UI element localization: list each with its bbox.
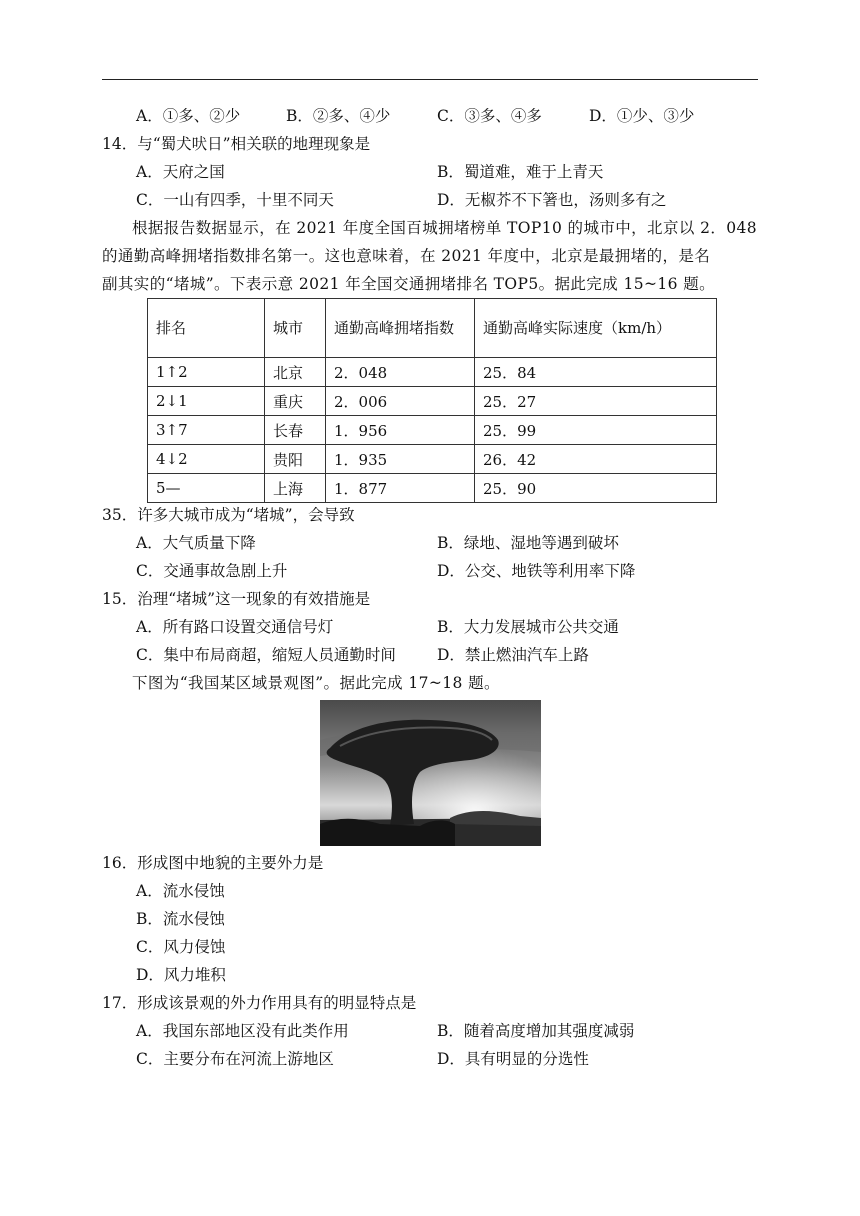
q14-option-d: D．无椒芥不下箸也，汤则多有之 (437, 191, 667, 209)
q17-stem: 17．形成该景观的外力作用具有的明显特点是 (102, 994, 417, 1012)
q15-option-c: C．集中布局商超，缩短人员通勤时间 (136, 646, 396, 664)
cell-speed: 26．42 (475, 445, 717, 474)
cell-city: 重庆 (265, 387, 326, 416)
q15-stem: 15．治理“堵城”这一现象的有效措施是 (102, 590, 371, 608)
q17-option-b: B．随着高度增加其强度减弱 (437, 1022, 635, 1040)
header-city: 城市 (265, 299, 326, 358)
table-row (148, 474, 717, 503)
q35-option-b: B．绿地、湿地等遇到破坏 (437, 534, 619, 552)
q16-option-a: A．流水侵蚀 (136, 882, 225, 900)
intro-paragraph-line-3: 副其实的“堵城”。下表示意 2021 年全国交通拥堵排名 TOP5。据此完成 15~16 题。 (102, 275, 716, 293)
q13-option-b: B．②多、④少 (286, 107, 391, 125)
table-header-row (148, 299, 717, 358)
q15-option-b: B．大力发展城市公共交通 (437, 618, 619, 636)
table-row (148, 358, 717, 387)
cell-rank: 4↓2 (148, 445, 265, 474)
cell-speed: 25．99 (475, 416, 717, 445)
q35-option-c: C．交通事故急剧上升 (136, 562, 288, 580)
cell-city: 长春 (265, 416, 326, 445)
q14-stem: 14．与“蜀犬吠日”相关联的地理现象是 (102, 135, 371, 153)
q35-stem: 35．许多大城市成为“堵城”，会导致 (102, 506, 355, 524)
q16-stem: 16．形成图中地貌的主要外力是 (102, 854, 324, 872)
q17-option-a: A．我国东部地区没有此类作用 (136, 1022, 349, 1040)
cell-speed: 25．90 (475, 474, 717, 503)
q14-option-b: B．蜀道难，难于上青天 (437, 163, 604, 181)
q13-option-c: C．③多、④多 (437, 107, 542, 125)
cell-index: 2．006 (326, 387, 475, 416)
header-rank: 排名 (148, 299, 265, 358)
cell-city: 贵阳 (265, 445, 326, 474)
cell-city: 北京 (265, 358, 326, 387)
cell-speed: 25．27 (475, 387, 717, 416)
intro-paragraph-line-2: 的通勤高峰拥堵指数排名第一。这也意味着，在 2021 年度中，北京是最拥堵的，是名 (102, 247, 711, 265)
q13-option-a: A．①多、②少 (136, 107, 241, 125)
cell-index: 2．048 (326, 358, 475, 387)
q13-option-d: D．①少、③少 (589, 107, 695, 125)
header-rule (102, 79, 758, 80)
cell-rank: 1↑2 (148, 358, 265, 387)
q16-option-d: D．风力堆积 (136, 966, 226, 984)
photo-intro: 下图为“我国某区域景观图”。据此完成 17~18 题。 (132, 674, 500, 692)
header-congestion-index: 通勤高峰拥堵指数 (326, 299, 475, 358)
q16-option-b: B．流水侵蚀 (136, 910, 225, 928)
cell-index: 1．877 (326, 474, 475, 503)
q16-option-c: C．风力侵蚀 (136, 938, 226, 956)
q35-option-a: A．大气质量下降 (136, 534, 256, 552)
q15-option-a: A．所有路口设置交通信号灯 (136, 618, 334, 636)
q14-option-a: A．天府之国 (136, 163, 225, 181)
header-actual-speed: 通勤高峰实际速度（km/h） (475, 299, 717, 358)
cell-rank: 5— (148, 474, 265, 503)
table-row (148, 416, 717, 445)
cell-index: 1．935 (326, 445, 475, 474)
cell-index: 1．956 (326, 416, 475, 445)
cell-speed: 25．84 (475, 358, 717, 387)
q17-option-d: D．具有明显的分选性 (437, 1050, 589, 1068)
cell-rank: 3↑7 (148, 416, 265, 445)
congestion-ranking-table (147, 298, 717, 503)
q35-option-d: D．公交、地铁等利用率下降 (437, 562, 636, 580)
cell-rank: 2↓1 (148, 387, 265, 416)
q17-option-c: C．主要分布在河流上游地区 (136, 1050, 334, 1068)
table-row (148, 445, 717, 474)
mushroom-rock-landscape-icon (320, 700, 541, 846)
cell-city: 上海 (265, 474, 326, 503)
mushroom-rock-photo (320, 700, 541, 846)
intro-paragraph-line-1: 根据报告数据显示，在 2021 年度全国百城拥堵榜单 TOP10 的城市中，北京以 2．048 (132, 219, 758, 237)
table-row (148, 387, 717, 416)
q14-option-c: C．一山有四季，十里不同天 (136, 191, 334, 209)
q15-option-d: D．禁止燃油汽车上路 (437, 646, 589, 664)
